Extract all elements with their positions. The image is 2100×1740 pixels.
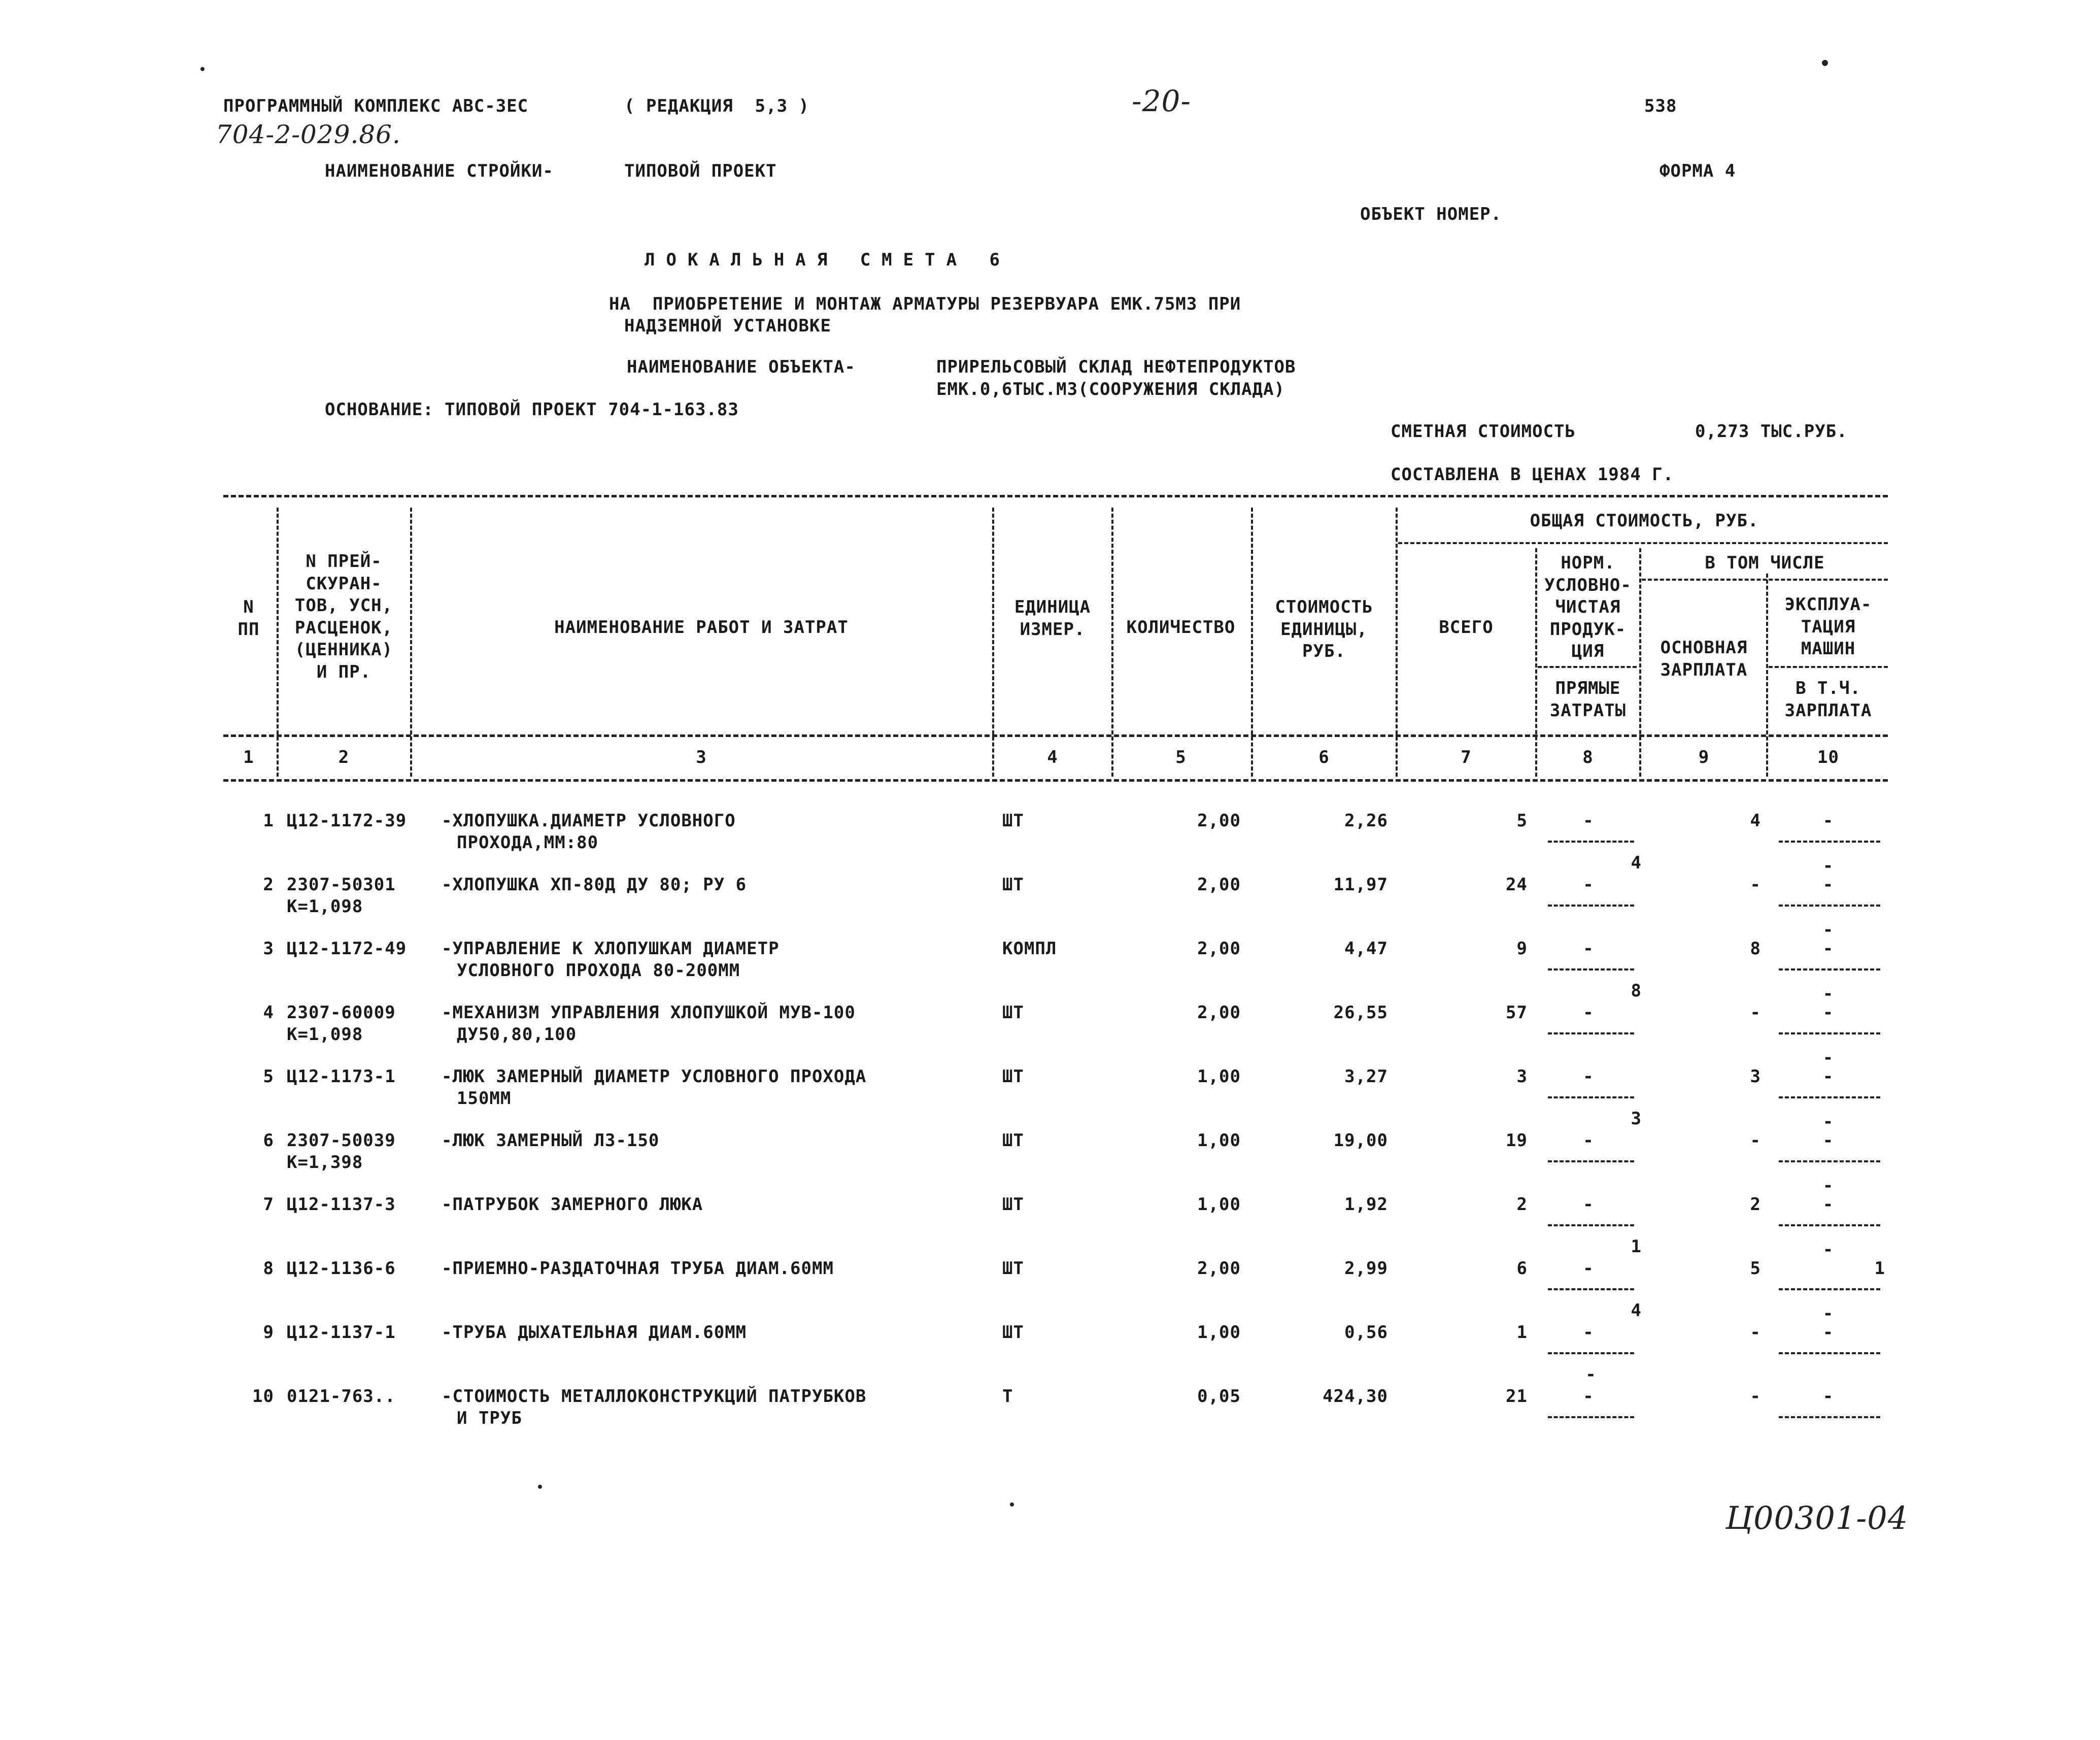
- work-name-cont: 150ММ: [457, 1088, 512, 1109]
- base-salary: 5: [1750, 1258, 1761, 1279]
- header-total-group: ОБЩАЯ СТОИМОСТЬ, РУБ.: [1530, 511, 1759, 531]
- norm-net-product: -: [1583, 1258, 1594, 1279]
- header-direct-costs: ПРЯМЫЕ ЗАТРАТЫ: [1549, 678, 1627, 721]
- header-row-number: N ПП: [238, 597, 260, 640]
- header-total: ВСЕГО: [1439, 617, 1494, 638]
- header-unit: ЕДИНИЦА ИЗМЕР.: [1014, 597, 1091, 640]
- price-code: 2307-50039: [287, 1130, 396, 1151]
- direct-costs: 4: [1631, 853, 1642, 873]
- machine-operation: -: [1822, 1194, 1834, 1215]
- norm-net-product: -: [1583, 939, 1594, 959]
- estimate-cost-value: 0,273 ТЫС.РУБ.: [1695, 421, 1848, 442]
- price-code: 2307-50301: [287, 875, 396, 895]
- column-number: 1: [243, 747, 254, 767]
- unit-cost: 19,00: [1333, 1130, 1388, 1151]
- quantity: 1,00: [1197, 1194, 1241, 1215]
- page-number: -20-: [1132, 84, 1191, 118]
- column-number: 2: [338, 747, 350, 767]
- base-salary: -: [1750, 1002, 1761, 1023]
- work-name: -ПРИЕМНО-РАЗДАТОЧНАЯ ТРУБА ДИАМ.60ММ: [442, 1258, 834, 1279]
- price-code: Ц12-1137-3: [287, 1194, 396, 1215]
- norm-net-product: -: [1583, 875, 1594, 895]
- object-number: ОБЪЕКТ НОМЕР.: [1360, 204, 1502, 224]
- price-code: Ц12-1136-6: [287, 1258, 396, 1279]
- column-number: 6: [1318, 747, 1330, 767]
- scan-speck: [1010, 1502, 1014, 1507]
- base-salary: 4: [1750, 811, 1761, 831]
- incl-salary: -: [1822, 856, 1834, 876]
- estimate-subject-line2: НАДЗЕМНОЙ УСТАНОВКЕ: [624, 316, 831, 336]
- quantity: 2,00: [1197, 1002, 1241, 1023]
- estimate-cost-label: СМЕТНАЯ СТОИМОСТЬ: [1391, 421, 1576, 442]
- column-number: 7: [1461, 747, 1472, 767]
- price-code: Ц12-1172-39: [287, 811, 407, 831]
- quantity: 2,00: [1197, 939, 1241, 959]
- table-top-rule: [223, 495, 1888, 497]
- quantity: 1,00: [1197, 1066, 1241, 1087]
- price-coefficient: К=1,098: [287, 1024, 363, 1045]
- total: 9: [1516, 939, 1528, 959]
- unit-cost: 11,97: [1333, 875, 1388, 895]
- total: 19: [1506, 1130, 1528, 1151]
- unit: ШТ: [1002, 1130, 1024, 1151]
- work-name: -ТРУБА ДЫХАТЕЛЬНАЯ ДИАМ.60ММ: [442, 1322, 747, 1343]
- header-work-name: НАИМЕНОВАНИЕ РАБОТ И ЗАТРАТ: [554, 617, 849, 638]
- price-code: 0121-763..: [287, 1386, 396, 1407]
- row-number: 5: [263, 1066, 274, 1087]
- base-salary: -: [1750, 1130, 1761, 1151]
- row-number: 1: [263, 811, 274, 831]
- machine-operation: -: [1822, 811, 1834, 831]
- unit: ШТ: [1002, 1194, 1024, 1215]
- row-number: 2: [263, 875, 274, 895]
- unit-cost: 26,55: [1333, 1002, 1388, 1023]
- machine-operation: -: [1822, 1002, 1834, 1023]
- table-numbers-rule: [223, 779, 1888, 782]
- column-number: 5: [1175, 747, 1187, 767]
- incl-salary: -: [1822, 920, 1834, 940]
- work-name-cont: ПРОХОДА,ММ:80: [457, 832, 599, 853]
- quantity: 0,05: [1197, 1386, 1241, 1407]
- unit: ШТ: [1002, 1002, 1024, 1023]
- total: 2: [1516, 1194, 1528, 1215]
- norm-net-product: -: [1583, 1002, 1594, 1023]
- row-number: 10: [252, 1386, 274, 1407]
- unit: ШТ: [1002, 1258, 1024, 1279]
- machine-operation: -: [1822, 939, 1834, 959]
- norm-net-product: -: [1583, 1066, 1594, 1087]
- unit: ШТ: [1002, 811, 1024, 831]
- base-salary: 2: [1750, 1194, 1761, 1215]
- unit-cost: 2,26: [1344, 811, 1388, 831]
- incl-salary: -: [1822, 984, 1834, 1004]
- table-header-rule: [223, 734, 1888, 737]
- header-machine-operation: ЭКСПЛУА- ТАЦИЯ МАШИН: [1784, 594, 1872, 659]
- program-name: ПРОГРАММНЫЙ КОМПЛЕКС АВС-3ЕС: [223, 96, 529, 116]
- norm-net-product: -: [1583, 1386, 1594, 1407]
- archive-stamp-handwritten: Ц00301-04: [1725, 1499, 1909, 1536]
- project-code-handwritten: 704-2-029.86.: [216, 120, 401, 149]
- estimate-prices: СОСТАВЛЕНА В ЦЕНАХ 1984 Г.: [1391, 464, 1674, 485]
- work-name: -УПРАВЛЕНИЕ К ХЛОПУШКАМ ДИАМЕТР: [442, 939, 780, 959]
- direct-costs: -: [1585, 1364, 1597, 1385]
- unit: КОМПЛ: [1002, 939, 1057, 959]
- unit: Т: [1002, 1386, 1013, 1407]
- row-number: 9: [263, 1322, 274, 1343]
- work-name: -ХЛОПУШКА.ДИАМЕТР УСЛОВНОГО: [442, 811, 736, 831]
- construction-value: ТИПОВОЙ ПРОЕКТ: [624, 161, 777, 181]
- work-name: -ПАТРУБОК ЗАМЕРНОГО ЛЮКА: [442, 1194, 703, 1215]
- work-name: -СТОИМОСТЬ МЕТАЛЛОКОНСТРУКЦИЙ ПАТРУБКОВ: [442, 1386, 867, 1407]
- price-code: 2307-60009: [287, 1002, 396, 1023]
- scan-speck: [1822, 60, 1828, 66]
- price-code: Ц12-1137-1: [287, 1322, 396, 1343]
- base-salary: -: [1750, 1322, 1761, 1343]
- work-name: -ЛЮК ЗАМЕРНЫЙ ЛЗ-150: [442, 1130, 660, 1151]
- total: 3: [1516, 1066, 1528, 1087]
- column-number: 4: [1047, 747, 1058, 767]
- direct-costs: 4: [1631, 1300, 1642, 1321]
- row-number: 3: [263, 939, 274, 959]
- direct-costs: 8: [1631, 981, 1642, 1001]
- object-label: НАИМЕНОВАНИЕ ОБЪЕКТА-: [627, 357, 856, 377]
- header-quantity: КОЛИЧЕСТВО: [1126, 617, 1236, 638]
- unit-cost: 4,47: [1344, 939, 1388, 959]
- unit: ШТ: [1002, 1066, 1024, 1087]
- incl-salary: -: [1822, 1240, 1834, 1260]
- unit: ШТ: [1002, 875, 1024, 895]
- column-number: 8: [1582, 747, 1594, 767]
- unit-cost: 2,99: [1344, 1258, 1388, 1279]
- base-salary: 8: [1750, 939, 1761, 959]
- norm-net-product: -: [1583, 811, 1594, 831]
- row-number: 4: [263, 1002, 274, 1023]
- norm-net-product: -: [1583, 1194, 1594, 1215]
- price-coefficient: К=1,098: [287, 896, 363, 917]
- header-incl-salary: В Т.Ч. ЗАРПЛАТА: [1784, 678, 1872, 721]
- incl-salary: -: [1822, 1048, 1834, 1068]
- incl-salary: -: [1822, 1176, 1834, 1196]
- price-coefficient: К=1,398: [287, 1152, 363, 1173]
- header-base-salary: ОСНОВНАЯ ЗАРПЛАТА: [1660, 638, 1748, 680]
- base-salary: -: [1750, 875, 1761, 895]
- total: 6: [1516, 1258, 1528, 1279]
- total: 1: [1516, 1322, 1528, 1343]
- quantity: 1,00: [1197, 1322, 1241, 1343]
- machine-operation: -: [1822, 1066, 1834, 1087]
- base-salary: -: [1750, 1386, 1761, 1407]
- estimate-title: ЛОКАЛЬНАЯ СМЕТА 6: [645, 250, 1011, 270]
- work-name: -МЕХАНИЗМ УПРАВЛЕНИЯ ХЛОПУШКОЙ МУВ-100: [442, 1002, 856, 1023]
- work-name-cont: ДУ50,80,100: [457, 1024, 577, 1045]
- norm-net-product: -: [1583, 1130, 1594, 1151]
- total: 57: [1506, 1002, 1528, 1023]
- unit-cost: 0,56: [1344, 1322, 1388, 1343]
- machine-operation: -: [1822, 1130, 1834, 1151]
- machine-operation: -: [1822, 1386, 1834, 1407]
- machine-operation: -: [1822, 875, 1834, 895]
- header-price-code: N ПРЕЙ- СКУРАН- ТОВ, УСН, РАСЦЕНОК, (ЦЕННИКА) И ПР.: [294, 551, 393, 682]
- total: 5: [1516, 811, 1528, 831]
- base-salary: 3: [1750, 1066, 1761, 1087]
- work-name-cont: И ТРУБ: [457, 1408, 522, 1428]
- quantity: 1,00: [1197, 1130, 1241, 1151]
- quantity: 2,00: [1197, 875, 1241, 895]
- row-number: 8: [263, 1258, 274, 1279]
- incl-salary: -: [1822, 1303, 1834, 1324]
- price-code: Ц12-1173-1: [287, 1066, 396, 1087]
- column-number: 10: [1817, 747, 1839, 767]
- column-number: 9: [1698, 747, 1710, 767]
- form-number: ФОРМА 4: [1659, 161, 1736, 181]
- direct-costs: 3: [1631, 1109, 1642, 1129]
- row-number: 6: [263, 1130, 274, 1151]
- object-name-line2: ЕМК.0,6ТЫС.М3(СООРУЖЕНИЯ СКЛАДА): [936, 379, 1285, 399]
- estimate-subject-line1: НА ПРИОБРЕТЕНИЕ И МОНТАЖ АРМАТУРЫ РЕЗЕРВУАРА ЕМК.75М3 ПРИ: [609, 294, 1241, 314]
- unit-cost: 3,27: [1344, 1066, 1388, 1087]
- machine-operation: 1: [1874, 1258, 1885, 1279]
- price-code: Ц12-1172-49: [287, 939, 407, 959]
- work-name: -ХЛОПУШКА ХП-80Д ДУ 80; РУ 6: [442, 875, 747, 895]
- scan-speck: [200, 67, 205, 71]
- sheet-number: 538: [1644, 96, 1677, 116]
- quantity: 2,00: [1197, 811, 1241, 831]
- incl-salary: -: [1822, 1112, 1834, 1132]
- scan-speck: [538, 1485, 542, 1489]
- total: 21: [1506, 1386, 1528, 1407]
- quantity: 2,00: [1197, 1258, 1241, 1279]
- unit-cost: 424,30: [1323, 1386, 1388, 1407]
- work-name: -ЛЮК ЗАМЕРНЫЙ ДИАМЕТР УСЛОВНОГО ПРОХОДА: [442, 1066, 867, 1087]
- unit-cost: 1,92: [1344, 1194, 1388, 1215]
- header-norm-net-product: НОРМ. УСЛОВНО- ЧИСТАЯ ПРОДУК- ЦИЯ: [1544, 553, 1632, 662]
- construction-label: НАИМЕНОВАНИЕ СТРОЙКИ-: [325, 161, 554, 181]
- unit: ШТ: [1002, 1322, 1024, 1343]
- machine-operation: -: [1822, 1322, 1834, 1343]
- program-edition: ( РЕДАКЦИЯ 5,3 ): [624, 96, 809, 116]
- work-name-cont: УСЛОВНОГО ПРОХОДА 80-200ММ: [457, 960, 740, 981]
- direct-costs: 1: [1631, 1236, 1642, 1257]
- norm-net-product: -: [1583, 1322, 1594, 1343]
- header-unit-cost: СТОИМОСТЬ ЕДИНИЦЫ, РУБ.: [1275, 597, 1373, 662]
- column-number: 3: [696, 747, 707, 767]
- estimate-basis: ОСНОВАНИЕ: ТИПОВОЙ ПРОЕКТ 704-1-163.83: [325, 399, 739, 420]
- row-number: 7: [263, 1194, 274, 1215]
- total: 24: [1506, 875, 1528, 895]
- header-including-group: В ТОМ ЧИСЛЕ: [1705, 553, 1825, 573]
- object-name-line1: ПРИРЕЛЬСОВЫЙ СКЛАД НЕФТЕПРОДУКТОВ: [936, 357, 1296, 377]
